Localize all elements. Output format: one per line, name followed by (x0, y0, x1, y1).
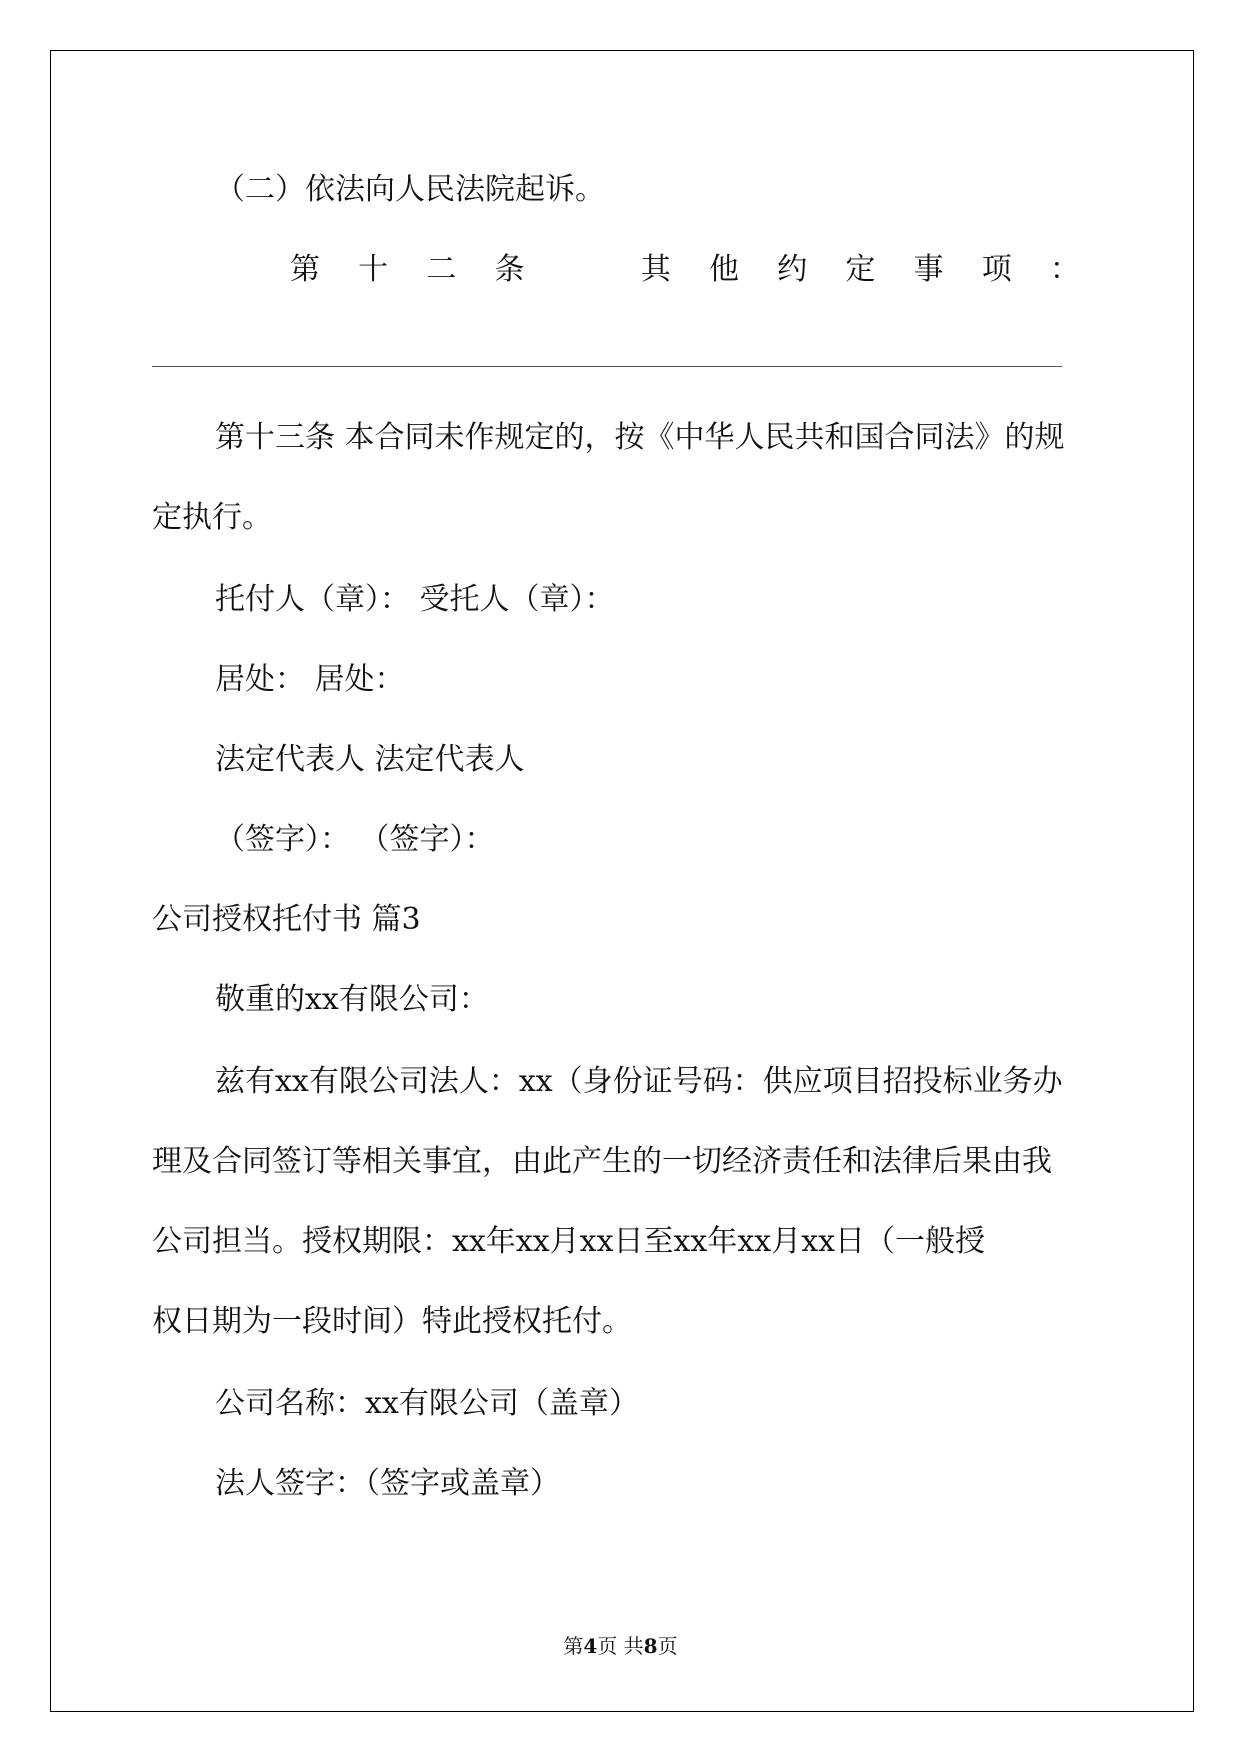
residence-line: 居处： 居处： (215, 662, 405, 697)
article-12-char: 二 (426, 252, 457, 287)
section-title: 公司授权托付书 篇3 (152, 902, 421, 937)
authorization-line-2: 理及合同签订等相关事宜，由此产生的一切经济责任和法律后果由我 (152, 1144, 1052, 1179)
authorization-line-1: 兹有xx有限公司法人：xx（身份证号码：供应项目招投标业务办 (215, 1064, 1063, 1099)
article-12-char: 第 (290, 252, 320, 287)
article-12-heading (290, 250, 1080, 290)
article-12-char: 他 (709, 252, 740, 287)
article-13-line-2: 定执行。 (152, 500, 272, 535)
principal-agent-seal-line: 托付人（章）： 受托人（章）： (215, 582, 615, 617)
article-13-line-1: 第十三条 本合同未作规定的，按《中华人民共和国合同法》的规 (215, 420, 1065, 455)
article-12-char: ： (1049, 252, 1080, 287)
authorization-line-4: 权日期为一段时间）特此授权托付。 (152, 1304, 632, 1339)
company-name-line: 公司名称：xx有限公司（盖章） (215, 1386, 639, 1421)
signature-line: （签字）： （签字）： (215, 822, 495, 857)
fill-in-blank-line (152, 366, 1062, 367)
spacer (563, 250, 603, 290)
footer-suffix: 页 (657, 1634, 678, 1658)
page-footer (0, 1632, 1241, 1660)
total-pages-number: 8 (643, 1634, 658, 1658)
current-page-number: 4 (583, 1634, 598, 1658)
article-12-char: 定 (845, 252, 876, 287)
legal-representative-line: 法定代表人 法定代表人 (215, 742, 525, 777)
legal-person-signature-line: 法人签字：（签字或盖章） (215, 1466, 560, 1501)
page-border (50, 50, 1194, 1712)
article-12-char: 项 (981, 252, 1012, 287)
article-12-char: 其 (640, 252, 671, 287)
authorization-line-3: 公司担当。授权期限：xx年xx月xx日至xx年xx月xx日（一般授 (152, 1224, 986, 1259)
article-12-char: 事 (913, 252, 944, 287)
article-12-char: 约 (777, 252, 808, 287)
paragraph-sue-in-court: （二）依法向人民法院起诉。 (215, 172, 605, 207)
footer-middle: 页 共 (597, 1634, 644, 1658)
article-12-char: 十 (358, 252, 389, 287)
article-12-char: 条 (494, 252, 525, 287)
salutation: 敬重的xx有限公司： (215, 982, 489, 1017)
footer-prefix: 第 (563, 1634, 584, 1658)
